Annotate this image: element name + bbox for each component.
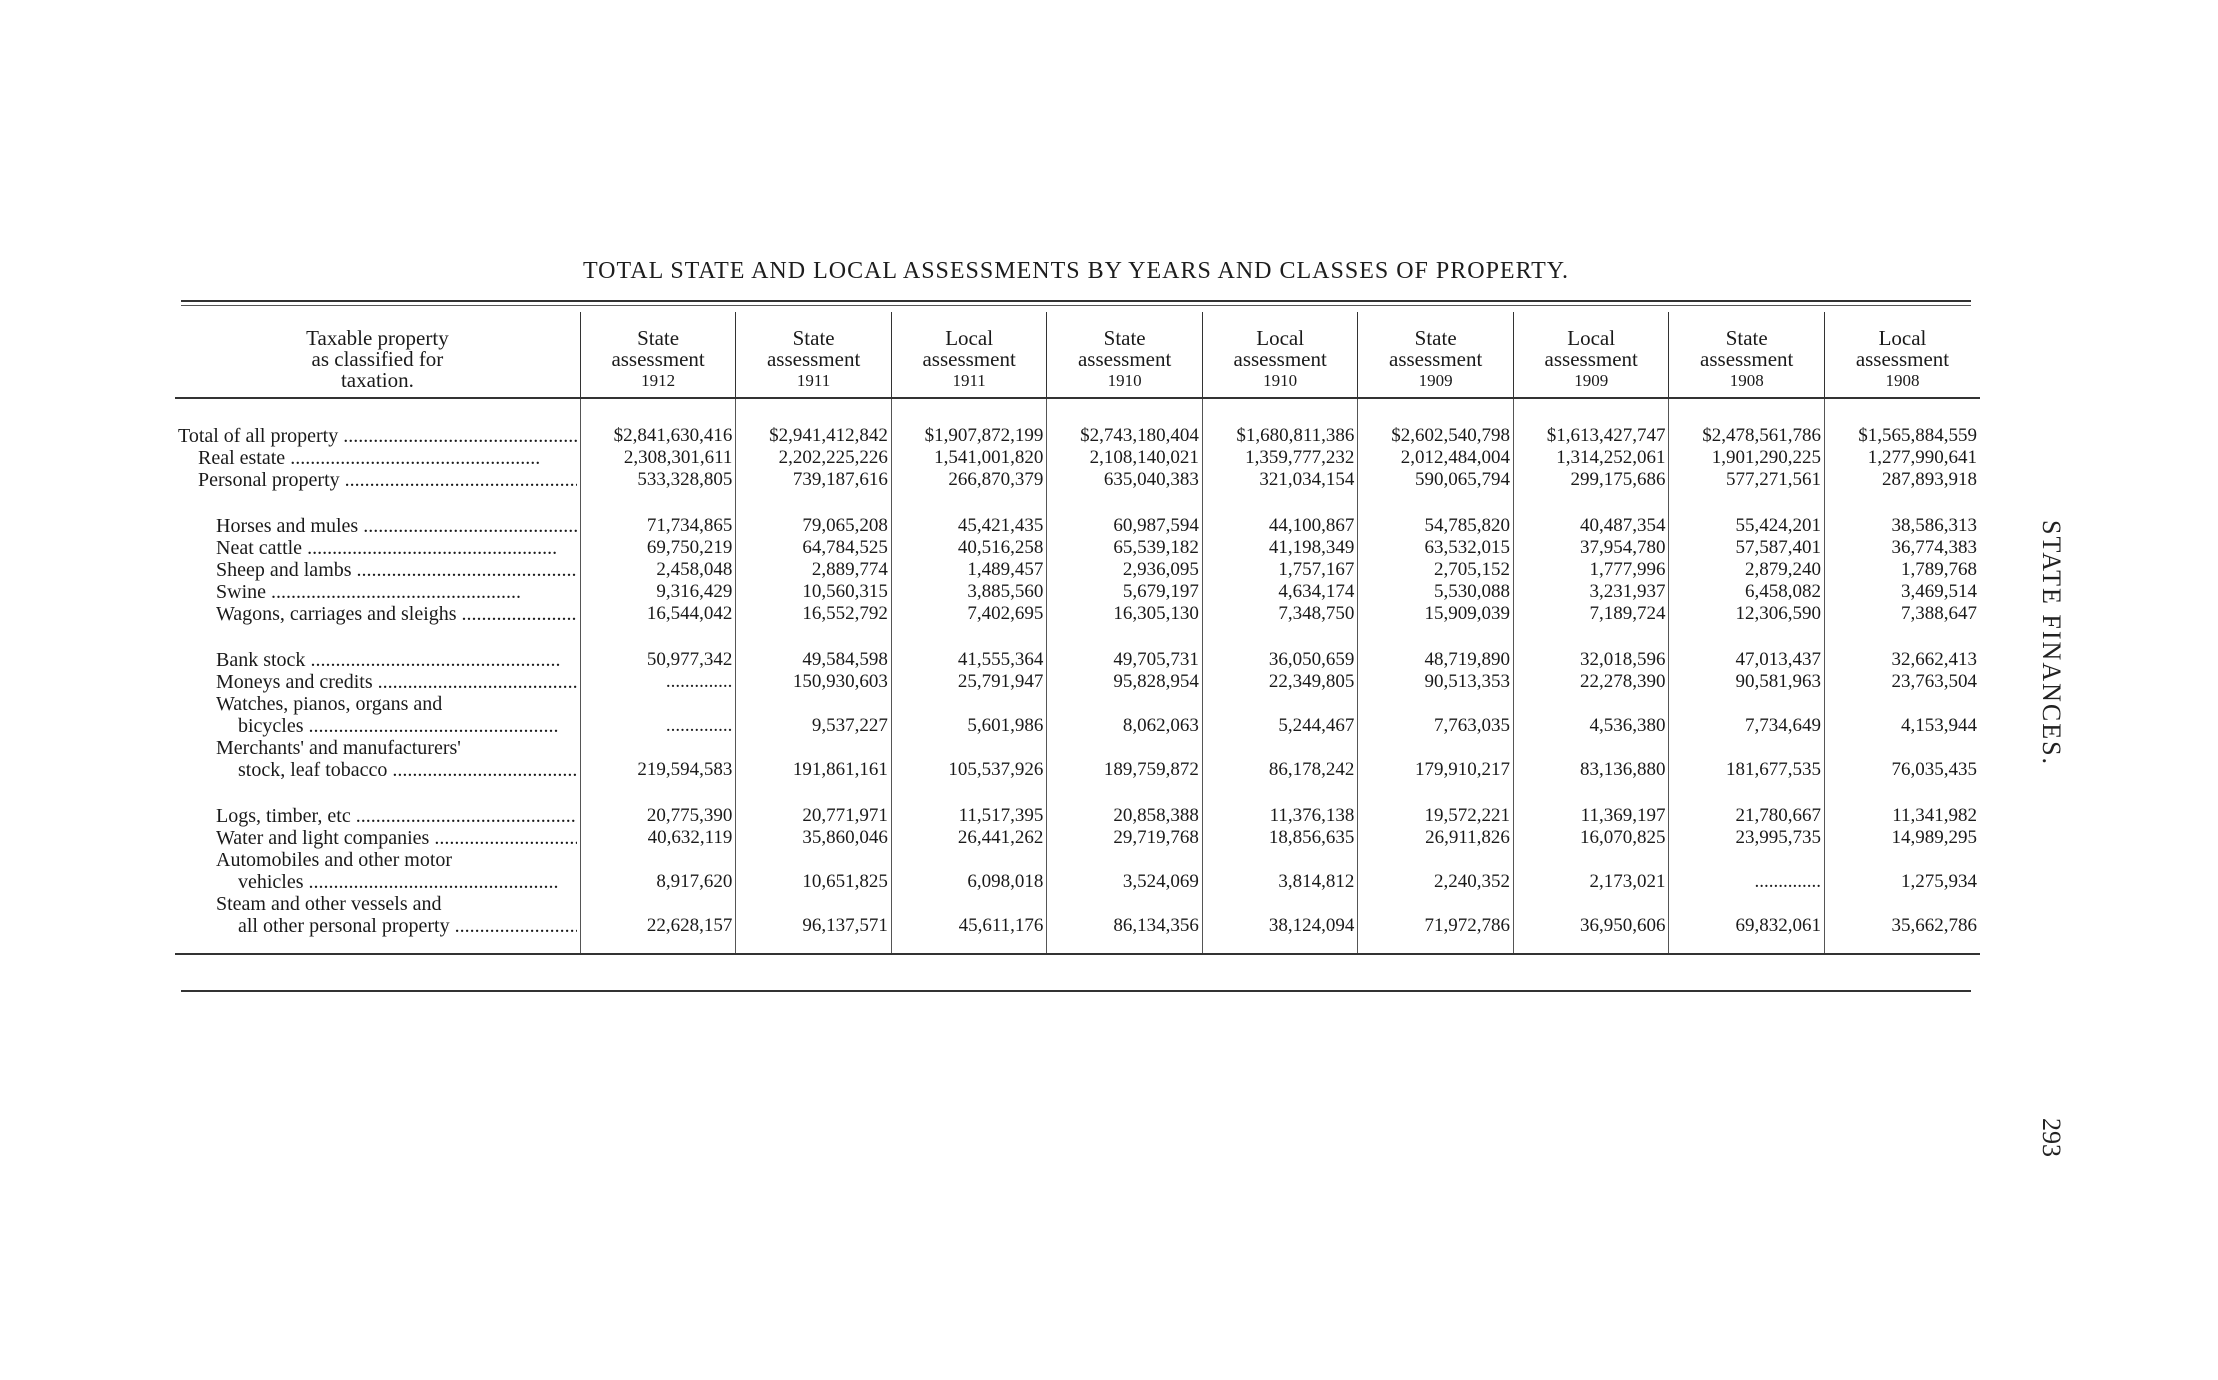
value-cell: 5,530,088: [1358, 581, 1514, 603]
value-cell: 20,775,390: [580, 805, 736, 827]
value-cell: 11,341,982: [1824, 805, 1980, 827]
value-cell: 95,828,954: [1047, 671, 1203, 693]
column-header-year: 1911: [952, 371, 986, 390]
row-label-line: Sheep and lambs .....: [178, 559, 577, 581]
value-cell: 69,832,061: [1669, 893, 1825, 954]
column-header-year: 1909: [1418, 371, 1453, 390]
table-row: [175, 849, 1980, 893]
title-rule-top: [181, 300, 1971, 302]
column-header-year: 1908: [1729, 371, 1764, 390]
value-cell: 321,034,154: [1202, 469, 1358, 491]
value-cell: 590,065,794: [1358, 469, 1514, 491]
value-cell: 8,917,620: [580, 849, 736, 893]
spacer-cell: [1824, 491, 1980, 515]
row-label: [175, 849, 580, 893]
column-header: [1669, 312, 1825, 398]
column-header-kind: State: [792, 326, 835, 350]
value-cell: ..............: [1669, 849, 1825, 893]
value-cell: 287,893,918: [1824, 469, 1980, 491]
row-label-line: bicycles .....: [178, 715, 577, 737]
table-row: [175, 805, 1980, 827]
column-header-kind: Local: [1256, 326, 1305, 350]
column-header-word: assessment: [611, 347, 705, 371]
value-cell: 3,231,937: [1513, 581, 1669, 603]
value-cell: 86,178,242: [1202, 737, 1358, 781]
spacer-cell: [891, 491, 1047, 515]
spacer-cell: [580, 781, 736, 805]
value-cell: 96,137,571: [736, 893, 892, 954]
value-cell: 32,662,413: [1824, 649, 1980, 671]
value-cell: 189,759,872: [1047, 737, 1203, 781]
value-cell: 41,555,364: [891, 649, 1047, 671]
value-cell: 739,187,616: [736, 469, 892, 491]
value-cell: 37,954,780: [1513, 537, 1669, 559]
value-cell: 14,989,295: [1824, 827, 1980, 849]
column-header-word: assessment: [1700, 347, 1794, 371]
value-cell: 2,879,240: [1669, 559, 1825, 581]
table-row: [175, 447, 1980, 469]
value-cell: 15,909,039: [1358, 603, 1514, 625]
value-cell: 32,018,596: [1513, 649, 1669, 671]
value-cell: 90,513,353: [1358, 671, 1514, 693]
row-label-line: Total of all property .....: [178, 425, 577, 447]
value-cell: 5,679,197: [1047, 581, 1203, 603]
value-cell: 4,536,380: [1513, 693, 1669, 737]
value-cell: 10,651,825: [736, 849, 892, 893]
assessments-table: [175, 312, 1980, 955]
value-cell: 150,930,603: [736, 671, 892, 693]
spacer-cell: [1358, 625, 1514, 649]
value-cell: 36,050,659: [1202, 649, 1358, 671]
row-label: [175, 893, 580, 954]
value-cell: 35,860,046: [736, 827, 892, 849]
value-cell: 36,950,606: [1513, 893, 1669, 954]
value-cell: 45,611,176: [891, 893, 1047, 954]
value-cell: $2,941,412,842: [736, 398, 892, 447]
column-header-year: 1912: [641, 371, 676, 390]
value-cell: 23,763,504: [1824, 671, 1980, 693]
value-cell: 36,774,383: [1824, 537, 1980, 559]
page-number-text: 293: [2037, 1118, 2066, 1157]
value-cell: 18,856,635: [1202, 827, 1358, 849]
table-row: [175, 893, 1980, 954]
value-cell: 6,458,082: [1669, 581, 1825, 603]
value-cell: 16,544,042: [580, 603, 736, 625]
table-row: [175, 603, 1980, 625]
value-cell: 57,587,401: [1669, 537, 1825, 559]
spacer-cell: [736, 625, 892, 649]
table-row: [175, 649, 1980, 671]
column-header-word: assessment: [922, 347, 1016, 371]
value-cell: 5,244,467: [1202, 693, 1358, 737]
value-cell: 64,784,525: [736, 537, 892, 559]
spacer-cell: [1513, 781, 1669, 805]
value-cell: 191,861,161: [736, 737, 892, 781]
spacer-cell: [580, 491, 736, 515]
row-label: [175, 693, 580, 737]
spacer-cell: [1202, 625, 1358, 649]
value-cell: $1,680,811,386: [1202, 398, 1358, 447]
table-row: [175, 737, 1980, 781]
table-rule-bottom: [181, 990, 1971, 992]
column-header: [1513, 312, 1669, 398]
value-cell: 9,537,227: [736, 693, 892, 737]
column-header-word: assessment: [1544, 347, 1638, 371]
table-row: [175, 827, 1980, 849]
value-cell: 21,780,667: [1669, 805, 1825, 827]
value-cell: 41,198,349: [1202, 537, 1358, 559]
row-label-line: all other personal property .....: [178, 915, 577, 937]
column-header: [1358, 312, 1514, 398]
value-cell: 6,098,018: [891, 849, 1047, 893]
value-cell: 11,376,138: [1202, 805, 1358, 827]
value-cell: 54,785,820: [1358, 515, 1514, 537]
table-row: [175, 559, 1980, 581]
spacer-cell: [736, 781, 892, 805]
value-cell: 35,662,786: [1824, 893, 1980, 954]
row-label: [175, 671, 580, 693]
value-cell: 1,901,290,225: [1669, 447, 1825, 469]
row-spacer: [175, 625, 1980, 649]
row-label: [175, 603, 580, 625]
row-label-line: Wagons, carriages and sleighs .....: [178, 603, 577, 625]
value-cell: 7,189,724: [1513, 603, 1669, 625]
value-cell: 2,108,140,021: [1047, 447, 1203, 469]
value-cell: 23,995,735: [1669, 827, 1825, 849]
value-cell: 55,424,201: [1669, 515, 1825, 537]
spacer-cell: [736, 491, 892, 515]
value-cell: $1,613,427,747: [1513, 398, 1669, 447]
value-cell: 16,552,792: [736, 603, 892, 625]
row-label-line: Swine .....: [178, 581, 577, 603]
table-row: [175, 537, 1980, 559]
row-label: [175, 649, 580, 671]
value-cell: 71,734,865: [580, 515, 736, 537]
column-header: [580, 312, 736, 398]
value-cell: 9,316,429: [580, 581, 736, 603]
value-cell: 4,634,174: [1202, 581, 1358, 603]
value-cell: 19,572,221: [1358, 805, 1514, 827]
spacer-cell: [1513, 491, 1669, 515]
spacer-cell: [175, 625, 580, 649]
value-cell: 1,789,768: [1824, 559, 1980, 581]
value-cell: 266,870,379: [891, 469, 1047, 491]
value-cell: 1,757,167: [1202, 559, 1358, 581]
stub-header-line: taxation.: [340, 368, 414, 392]
value-cell: 49,584,598: [736, 649, 892, 671]
spacer-cell: [175, 781, 580, 805]
stub-header-line: Taxable property: [306, 326, 449, 350]
value-cell: 2,308,301,611: [580, 447, 736, 469]
value-cell: ..............: [580, 693, 736, 737]
value-cell: 40,487,354: [1513, 515, 1669, 537]
value-cell: 22,628,157: [580, 893, 736, 954]
value-cell: 3,814,812: [1202, 849, 1358, 893]
value-cell: 40,632,119: [580, 827, 736, 849]
row-label-line: Watches, pianos, organs and: [216, 693, 443, 715]
value-cell: 2,202,225,226: [736, 447, 892, 469]
row-label-line: Horses and mules .....: [178, 515, 577, 537]
value-cell: 4,153,944: [1824, 693, 1980, 737]
row-label-line: Real estate .....: [178, 447, 577, 469]
row-label: [175, 827, 580, 849]
spacer-cell: [1513, 625, 1669, 649]
value-cell: 16,070,825: [1513, 827, 1669, 849]
row-label-line: Automobiles and other motor: [216, 849, 453, 871]
value-cell: $2,478,561,786: [1669, 398, 1825, 447]
header-row: [175, 312, 1980, 398]
value-cell: 50,977,342: [580, 649, 736, 671]
spacer-cell: [580, 625, 736, 649]
row-label-line: stock, leaf tobacco .....: [178, 759, 577, 781]
value-cell: 3,469,514: [1824, 581, 1980, 603]
value-cell: 65,539,182: [1047, 537, 1203, 559]
value-cell: 7,402,695: [891, 603, 1047, 625]
spacer-cell: [1047, 625, 1203, 649]
table-row: [175, 581, 1980, 603]
row-label-line: Water and light companies .....: [178, 827, 577, 849]
spacer-cell: [175, 491, 580, 515]
row-label-line: Logs, timber, etc .....: [178, 805, 577, 827]
row-label: [175, 398, 580, 447]
value-cell: 16,305,130: [1047, 603, 1203, 625]
page-number: [2030, 1118, 2070, 1198]
column-header-word: assessment: [1389, 347, 1483, 371]
table-row: [175, 469, 1980, 491]
table-row: [175, 398, 1980, 447]
row-label: [175, 515, 580, 537]
value-cell: 29,719,768: [1047, 827, 1203, 849]
value-cell: 635,040,383: [1047, 469, 1203, 491]
table-row: [175, 693, 1980, 737]
value-cell: 45,421,435: [891, 515, 1047, 537]
value-cell: 25,791,947: [891, 671, 1047, 693]
spacer-cell: [1824, 625, 1980, 649]
value-cell: 2,705,152: [1358, 559, 1514, 581]
running-side-heading: [2030, 520, 2070, 840]
value-cell: 1,314,252,061: [1513, 447, 1669, 469]
value-cell: 83,136,880: [1513, 737, 1669, 781]
stub-header-line: as classified for: [311, 347, 444, 371]
spacer-cell: [1047, 781, 1203, 805]
row-label: [175, 559, 580, 581]
row-label: [175, 805, 580, 827]
value-cell: 38,124,094: [1202, 893, 1358, 954]
value-cell: 20,771,971: [736, 805, 892, 827]
column-header-word: assessment: [1233, 347, 1327, 371]
value-cell: 2,936,095: [1047, 559, 1203, 581]
value-cell: 38,586,313: [1824, 515, 1980, 537]
column-header: [891, 312, 1047, 398]
value-cell: 2,240,352: [1358, 849, 1514, 893]
value-cell: 2,012,484,004: [1358, 447, 1514, 469]
value-cell: 7,734,649: [1669, 693, 1825, 737]
column-header-year: 1909: [1574, 371, 1609, 390]
value-cell: 179,910,217: [1358, 737, 1514, 781]
row-label-line: Moneys and credits .....: [178, 671, 577, 693]
spacer-cell: [891, 625, 1047, 649]
value-cell: 40,516,258: [891, 537, 1047, 559]
value-cell: 8,062,063: [1047, 693, 1203, 737]
value-cell: 11,369,197: [1513, 805, 1669, 827]
spacer-cell: [1202, 491, 1358, 515]
row-label: [175, 737, 580, 781]
title-rule-bottom: [181, 305, 1971, 306]
value-cell: 3,524,069: [1047, 849, 1203, 893]
value-cell: 5,601,986: [891, 693, 1047, 737]
value-cell: 60,987,594: [1047, 515, 1203, 537]
value-cell: 105,537,926: [891, 737, 1047, 781]
row-spacer: [175, 781, 1980, 805]
spacer-cell: [1669, 625, 1825, 649]
value-cell: 1,277,990,641: [1824, 447, 1980, 469]
value-cell: 1,275,934: [1824, 849, 1980, 893]
spacer-cell: [1202, 781, 1358, 805]
value-cell: 7,388,647: [1824, 603, 1980, 625]
row-spacer: [175, 491, 1980, 515]
table-row: [175, 671, 1980, 693]
value-cell: 3,885,560: [891, 581, 1047, 603]
value-cell: $1,565,884,559: [1824, 398, 1980, 447]
column-header-year: 1910: [1107, 371, 1142, 390]
value-cell: $2,602,540,798: [1358, 398, 1514, 447]
side-heading-text: STATE FINANCES.: [2037, 520, 2066, 767]
value-cell: 1,541,001,820: [891, 447, 1047, 469]
value-cell: 577,271,561: [1669, 469, 1825, 491]
value-cell: 1,777,996: [1513, 559, 1669, 581]
value-cell: $1,907,872,199: [891, 398, 1047, 447]
value-cell: 90,581,963: [1669, 671, 1825, 693]
value-cell: 26,911,826: [1358, 827, 1514, 849]
value-cell: $2,743,180,404: [1047, 398, 1203, 447]
value-cell: 11,517,395: [891, 805, 1047, 827]
value-cell: 2,458,048: [580, 559, 736, 581]
column-header-word: assessment: [766, 347, 861, 371]
spacer-cell: [891, 781, 1047, 805]
value-cell: 1,359,777,232: [1202, 447, 1358, 469]
spacer-cell: [1669, 781, 1825, 805]
row-label: [175, 469, 580, 491]
value-cell: 219,594,583: [580, 737, 736, 781]
table-row: [175, 515, 1980, 537]
spacer-cell: [1669, 491, 1825, 515]
value-cell: $2,841,630,416: [580, 398, 736, 447]
value-cell: 1,489,457: [891, 559, 1047, 581]
spacer-cell: [1358, 491, 1514, 515]
column-header-word: assessment: [1077, 347, 1172, 371]
column-header: [1202, 312, 1358, 398]
row-label-line: Personal property .....: [178, 469, 577, 491]
value-cell: 22,349,805: [1202, 671, 1358, 693]
column-header-kind: Local: [1878, 326, 1927, 350]
value-cell: 2,889,774: [736, 559, 892, 581]
value-cell: ..............: [580, 671, 736, 693]
column-header: [1824, 312, 1980, 398]
value-cell: 48,719,890: [1358, 649, 1514, 671]
stub-header: [175, 312, 580, 398]
column-header-kind: Local: [1567, 326, 1616, 350]
value-cell: 7,348,750: [1202, 603, 1358, 625]
table-title: TOTAL STATE AND LOCAL ASSESSMENTS BY YEARS AND CLASSES OF PROPERTY.: [582, 258, 1570, 284]
column-header-kind: State: [1725, 326, 1768, 350]
value-cell: 181,677,535: [1669, 737, 1825, 781]
column-header-word: assessment: [1855, 347, 1950, 371]
row-label-line: Neat cattle .....: [178, 537, 577, 559]
value-cell: 76,035,435: [1824, 737, 1980, 781]
value-cell: 10,560,315: [736, 581, 892, 603]
value-cell: 12,306,590: [1669, 603, 1825, 625]
value-cell: 20,858,388: [1047, 805, 1203, 827]
value-cell: 533,328,805: [580, 469, 736, 491]
value-cell: 299,175,686: [1513, 469, 1669, 491]
value-cell: 79,065,208: [736, 515, 892, 537]
column-header: [1047, 312, 1203, 398]
value-cell: 22,278,390: [1513, 671, 1669, 693]
spacer-cell: [1824, 781, 1980, 805]
spacer-cell: [1047, 491, 1203, 515]
value-cell: 49,705,731: [1047, 649, 1203, 671]
column-header-year: 1911: [796, 371, 831, 390]
value-cell: 26,441,262: [891, 827, 1047, 849]
column-header-kind: State: [1414, 326, 1457, 350]
spacer-cell: [1358, 781, 1514, 805]
value-cell: 44,100,867: [1202, 515, 1358, 537]
value-cell: 2,173,021: [1513, 849, 1669, 893]
value-cell: 7,763,035: [1358, 693, 1514, 737]
value-cell: 69,750,219: [580, 537, 736, 559]
column-header-kind: Local: [945, 326, 994, 350]
row-label-line: Bank stock .....: [178, 649, 577, 671]
row-label-line: vehicles .....: [178, 871, 577, 893]
column-header-kind: State: [1103, 326, 1146, 350]
row-label: [175, 581, 580, 603]
column-header: [736, 312, 892, 398]
column-header-kind: State: [637, 326, 680, 350]
column-header-year: 1910: [1263, 371, 1298, 390]
value-cell: 63,532,015: [1358, 537, 1514, 559]
row-label: [175, 537, 580, 559]
column-header-year: 1908: [1885, 371, 1920, 390]
row-label-line: Merchants' and manufacturers': [216, 737, 461, 759]
value-cell: 71,972,786: [1358, 893, 1514, 954]
value-cell: 86,134,356: [1047, 893, 1203, 954]
row-label-line: Steam and other vessels and: [216, 893, 442, 915]
value-cell: 47,013,437: [1669, 649, 1825, 671]
row-label: [175, 447, 580, 469]
